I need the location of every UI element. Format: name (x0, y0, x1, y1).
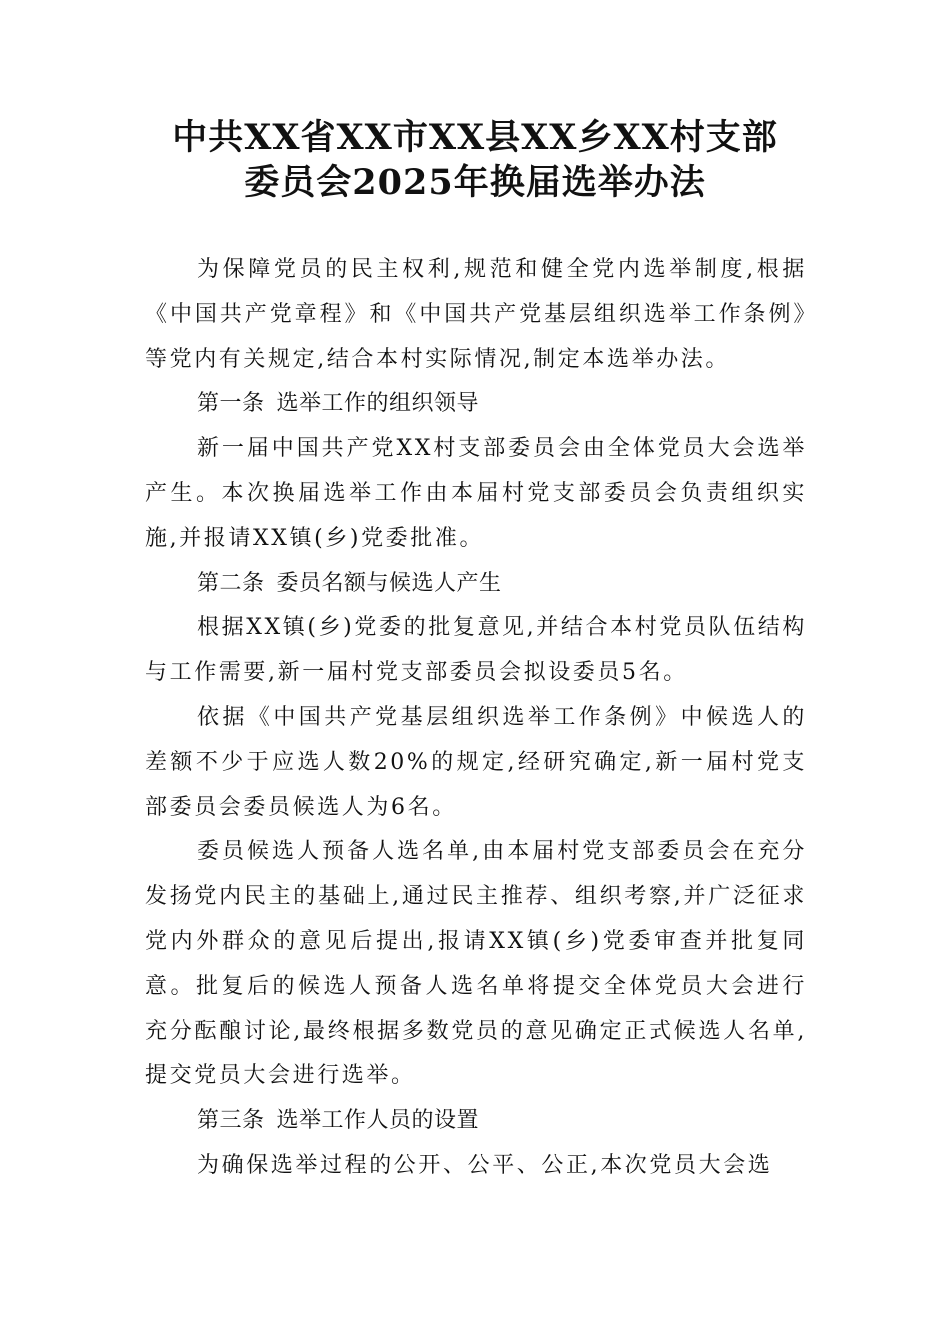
article-2-paragraph-1: 根据XX镇(乡)党委的批复意见,并结合本村党员队伍结构与工作需要,新一届村党支部委员会拟设委员5名。 (145, 615, 807, 686)
article-2-number: 第二条 (197, 570, 265, 596)
document-title-line-2: 委员会2025年换届选举办法 (244, 162, 706, 203)
article-1-number: 第一条 (197, 391, 265, 417)
article-3-number: 第三条 (197, 1108, 265, 1134)
article-1-paragraph-1: 新一届中国共产党XX村支部委员会由全体党员大会选举产生。本次换届选举工作由本届村党支部委员会负责组织实施,并报请XX镇(乡)党委批准。 (145, 436, 807, 551)
article-1-title: 选举工作的组织领导 (276, 391, 480, 417)
article-2-paragraph-2: 依据《中国共产党基层组织选举工作条例》中候选人的差额不少于应选人数20%的规定,经研究确定,新一届村党支部委员会委员候选人为6名。 (145, 704, 807, 820)
article-2-heading (145, 562, 807, 607)
document-body (145, 248, 807, 1189)
article-2-title: 委员名额与候选人产生 (276, 570, 502, 596)
intro-paragraph: 为保障党员的民主权利,规范和健全党内选举制度,根据《中国共产党章程》和《中国共产党基层组织选举工作条例》等党内有关规定,结合本村实际情况,制定本选举办法。 (145, 257, 807, 372)
article-1-heading (145, 382, 807, 427)
article-3-heading (145, 1099, 807, 1144)
article-3-paragraph-1: 为确保选举过程的公开、公平、公正,本次党员大会选 (197, 1152, 773, 1178)
article-3-title: 选举工作人员的设置 (276, 1108, 480, 1134)
article-2-paragraph-3: 委员候选人预备人选名单,由本届村党支部委员会在充分发扬党内民主的基础上,通过民主推荐、组织考察,并广泛征求党内外群众的意见后提出,报请XX镇(乡)党委审查并批复同意。批复后的候选人预备人选名单将提交全体党员大会进行充分酝酿讨论,最终根据多数党员的意见确定正式候选人名单,提交党员大会进行选举。 (145, 839, 807, 1089)
document-title-line-1: 中共XX省XX市XX县XX乡XX村支部 (172, 117, 778, 158)
